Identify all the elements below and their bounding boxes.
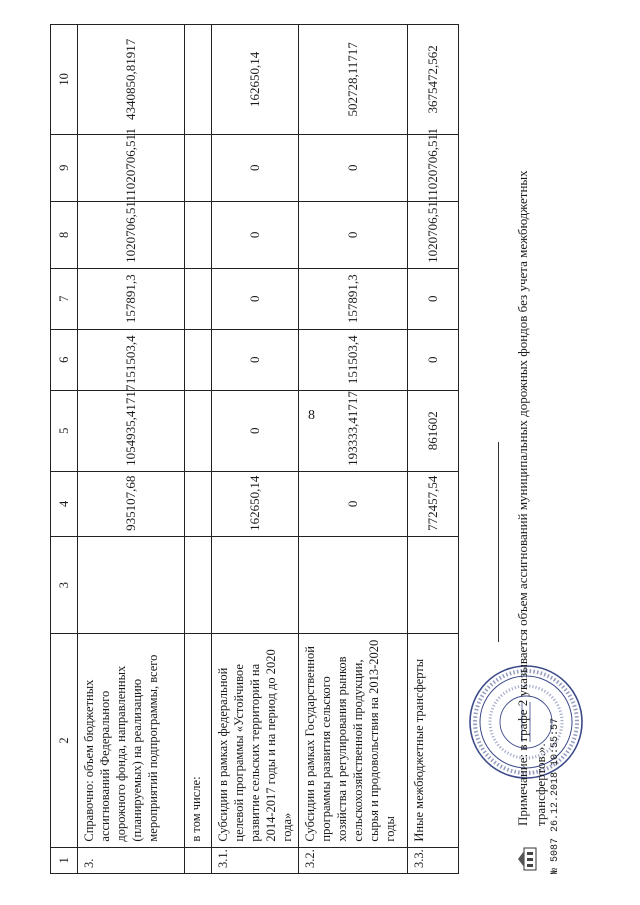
cell-value bbox=[185, 536, 212, 633]
cell-value: 772457,54 bbox=[408, 471, 459, 536]
cell-value: 0 bbox=[212, 201, 299, 268]
cell-value: 0 bbox=[212, 390, 299, 471]
cell-value bbox=[185, 390, 212, 471]
cell-value: 3675472,562 bbox=[408, 25, 459, 135]
cell-value: 1020706,511 bbox=[78, 201, 185, 268]
table-row bbox=[408, 25, 459, 874]
header-cell: 1 bbox=[51, 847, 78, 873]
cell-value: 0 bbox=[212, 134, 299, 201]
row-index: 3.3. bbox=[408, 847, 459, 873]
header-cell: 3 bbox=[51, 536, 78, 633]
cell-value bbox=[185, 201, 212, 268]
header-cell: 5 bbox=[51, 390, 78, 471]
row-index: 3. bbox=[78, 847, 185, 873]
header-cell: 2 bbox=[51, 634, 78, 847]
cell-value: 162650,14 bbox=[212, 25, 299, 135]
cell-value: 162650,14 bbox=[212, 471, 299, 536]
note-line-1: Примечание: в графе 2 указывается объем ассигнований муниципальных дорожных фондов без учета межбюджетных bbox=[515, 170, 530, 826]
signature-line bbox=[498, 442, 499, 642]
row-label: Субсидии в рамках федеральной целевой программы «Устойчивое развитие сельских территорий на 2014-2017 годы и на период до 2020 года» bbox=[212, 634, 299, 847]
table-row bbox=[212, 25, 299, 874]
cell-value: 1020706,511 bbox=[408, 134, 459, 201]
cell-value bbox=[185, 25, 212, 135]
cell-value bbox=[185, 471, 212, 536]
cell-value: 0 bbox=[408, 329, 459, 390]
row-label: Иные межбюджетные трансферты bbox=[408, 634, 459, 847]
cell-value: 861602 bbox=[408, 390, 459, 471]
header-cell: 6 bbox=[51, 329, 78, 390]
row-index bbox=[185, 847, 212, 873]
cell-value bbox=[212, 536, 299, 633]
header-cell: 8 bbox=[51, 201, 78, 268]
cell-value: 502728,11717 bbox=[299, 25, 408, 135]
budget-table bbox=[50, 24, 459, 874]
cell-value bbox=[299, 536, 408, 633]
cell-value: 1020706,511 bbox=[408, 201, 459, 268]
row-label: Субсидии в рамках Государственной программы развития сельского хозяйства и регулирования рынков сельскохозяйственной продукции, сырья и продовольствия на 2013-2020 годы bbox=[299, 634, 408, 847]
cell-value bbox=[78, 536, 185, 633]
cell-value: 0 bbox=[299, 134, 408, 201]
row-label: Справочно: объем бюджетных ассигнований Федерального дорожного фонда, направленных (планируемых) на реализацию мероприятий подпрограммы, всего bbox=[78, 634, 185, 847]
cell-value: 0 bbox=[408, 268, 459, 329]
cell-value: 157891,3 bbox=[78, 268, 185, 329]
table-row bbox=[185, 25, 212, 874]
cell-value: 935107,68 bbox=[78, 471, 185, 536]
row-label: в том числе: bbox=[185, 634, 212, 847]
cell-value: 0 bbox=[299, 471, 408, 536]
cell-value: 4340850,81917 bbox=[78, 25, 185, 135]
document-system-logo-icon bbox=[516, 846, 538, 872]
cell-value: 157891,3 bbox=[299, 268, 408, 329]
header-cell: 9 bbox=[51, 134, 78, 201]
cell-value: 1020706,511 bbox=[78, 134, 185, 201]
table-row bbox=[78, 25, 185, 874]
cell-value: 151503,4 bbox=[299, 329, 408, 390]
row-index: 3.2. bbox=[299, 847, 408, 873]
header-cell: 10 bbox=[51, 25, 78, 135]
note-line-2: трансфертов.». bbox=[532, 743, 548, 826]
table-row bbox=[299, 25, 408, 874]
table-note bbox=[514, 26, 549, 826]
rotated-page-content bbox=[46, 22, 566, 892]
cell-value: 0 bbox=[212, 329, 299, 390]
cell-value: 0 bbox=[299, 201, 408, 268]
cell-value: 193333,41717 bbox=[299, 390, 408, 471]
cell-value: 1054935,41717 bbox=[78, 390, 185, 471]
page-number: 8 bbox=[308, 408, 315, 423]
registration-stamp: № 5087 26.12.2018 10:55:57 bbox=[550, 717, 561, 874]
cell-value bbox=[185, 329, 212, 390]
cell-value bbox=[408, 536, 459, 633]
cell-value: 151503,4 bbox=[78, 329, 185, 390]
header-cell: 4 bbox=[51, 471, 78, 536]
table-header-row bbox=[51, 25, 78, 874]
cell-value bbox=[185, 268, 212, 329]
cell-value: 0 bbox=[212, 268, 299, 329]
row-index: 3.1. bbox=[212, 847, 299, 873]
cell-value bbox=[185, 134, 212, 201]
header-cell: 7 bbox=[51, 268, 78, 329]
